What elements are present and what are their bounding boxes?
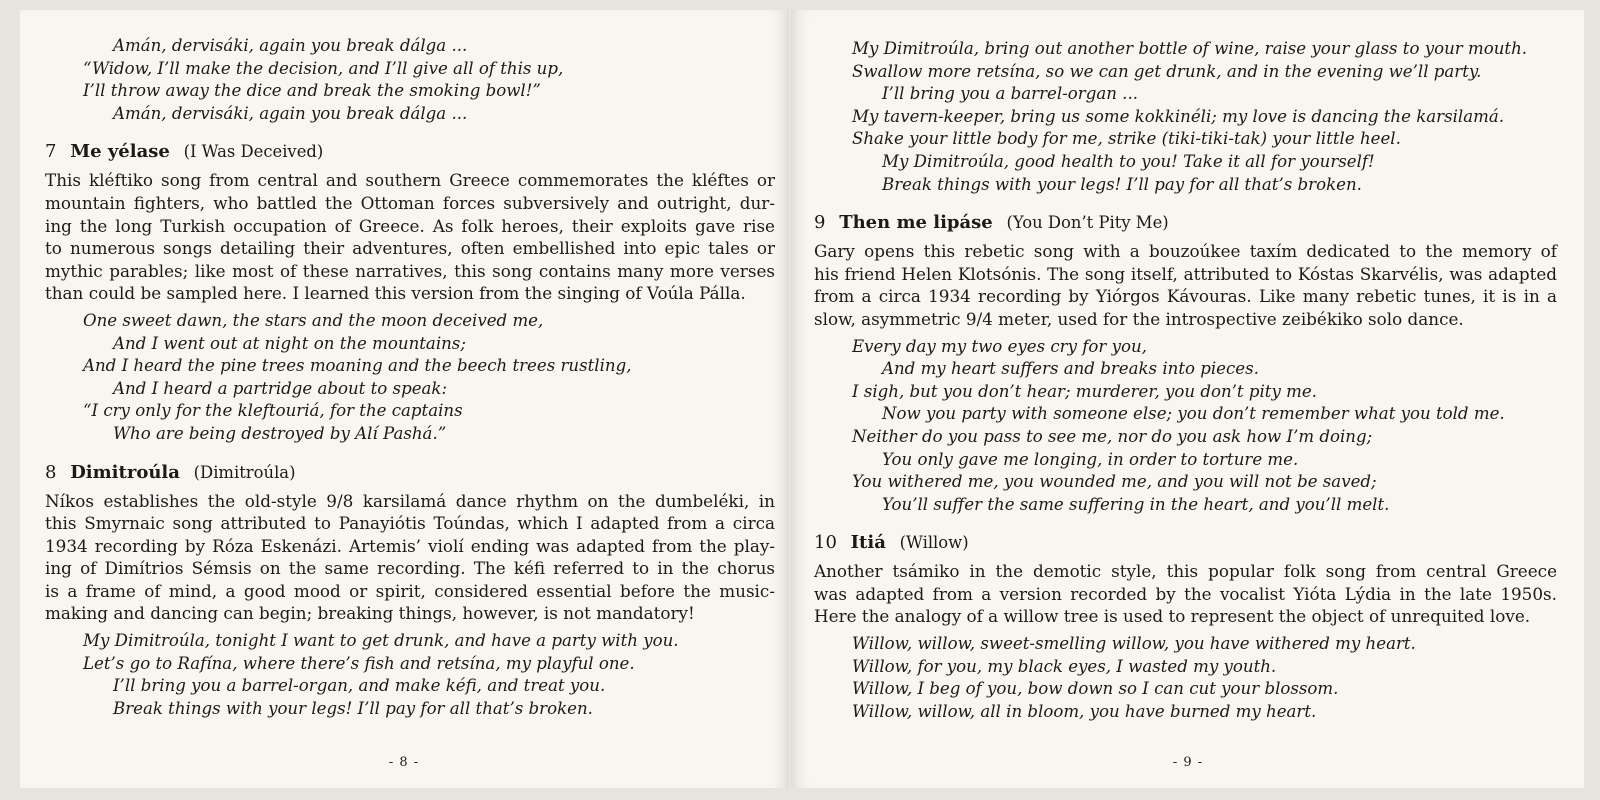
paragraph-line: than could be sampled here. I learned this version from the singing of Voúla Pálla.: [45, 283, 746, 304]
song-heading: [45, 462, 775, 484]
verse-line: My Dimitroúla, bring out another bottle of wine, raise your glass to your mouth.: [852, 39, 1528, 58]
verse-line: One sweet dawn, the stars and the moon deceived me,: [83, 310, 544, 330]
song-description: [814, 560, 1557, 628]
paragraph-line: ing of Dimítrios Sémsis on the same recording. The kéfi referred to in the chorus: [45, 558, 775, 579]
verse-line: And I heard the pine trees moaning and the beech trees rustling,: [83, 356, 632, 376]
song-title: Dimitroúla: [70, 461, 180, 483]
paragraph-line: mountain fighters, who battled the Ottoman forces subversively and outright, dur-: [45, 192, 775, 213]
verse-line: Break things with your legs! I’ll pay for all that’s broken.: [882, 174, 1362, 194]
verse-line: “I cry only for the kleftouriá, for the captains: [83, 401, 463, 421]
paragraph-line: Níkos establishes the old-style 9/8 karsilamá dance rhythm on the dumbeléki, in: [45, 490, 775, 511]
paragraph-line: ing the long Turkish occupation of Greece. As folk heroes, their exploits gave rise: [45, 215, 775, 236]
verse-line: I’ll bring you a barrel-organ, and make kéfi, and treat you.: [113, 676, 606, 696]
verse-line: My tavern-keeper, bring us some kokkinéli; my love is dancing the karsilamá.: [852, 106, 1505, 126]
verse-line: Every day my two eyes cry for you,: [852, 336, 1147, 356]
song-subtitle: (You Don’t Pity Me): [1006, 213, 1169, 233]
song-title: Itiá: [850, 532, 886, 554]
song-heading: [814, 212, 1557, 234]
verse-line: Willow, for you, my black eyes, I wasted my youth.: [852, 656, 1277, 676]
paragraph-line: Here the analogy of a willow tree is used to represent the object of unrequited love.: [814, 606, 1531, 627]
right-page-content: [814, 38, 1557, 723]
paragraph-line: making and dancing can begin; breaking things, however, is not mandatory!: [45, 603, 695, 624]
song-subtitle: (I Was Deceived): [183, 142, 324, 162]
paragraph-line: This kléftiko song from central and southern Greece commemorates the kléftes or: [45, 170, 775, 191]
paragraph-line: 1934 recording by Róza Eskenázi. Artemis’ violí ending was adapted from the play-: [45, 535, 775, 556]
song-number: 10: [814, 532, 837, 554]
page-number: - 8 -: [388, 755, 420, 770]
paragraph-line: is a frame of mind, a good mood or spirit, considered essential before the music-: [45, 580, 775, 601]
song-verse: [814, 336, 1557, 517]
paragraph-line: was adapted from a version recorded by the vocalist Yióta Lýdia in the late 1950s.: [814, 583, 1557, 604]
verse-line: I’ll bring you a barrel-organ ...: [882, 84, 1138, 104]
verse-line: I sigh, but you don’t hear; murderer, you don’t pity me.: [852, 381, 1317, 401]
verse-line: Amán, dervisáki, again you break dálga ...: [113, 36, 468, 55]
song-verse: [814, 633, 1557, 723]
verse-line: I’ll throw away the dice and break the smoking bowl!”: [83, 81, 541, 101]
paragraph-line: this Smyrnaic song attributed to Panayiótis Toúndas, which I adapted from a circa: [45, 513, 775, 534]
song-heading: [814, 532, 1557, 554]
intro-verse: [814, 38, 1557, 196]
intro-verse: [45, 35, 775, 125]
song-number: 8: [45, 461, 57, 483]
paragraph-line: from a circa 1934 recording by Yiórgos Kávouras. Like many rebetic tunes, it is in a: [814, 286, 1557, 307]
verse-line: And I went out at night on the mountains;: [113, 333, 466, 353]
left-page-content: [45, 35, 775, 720]
verse-line: Let’s go to Rafína, where there’s fish and retsína, my playful one.: [83, 653, 635, 673]
song-verse: [45, 630, 775, 720]
verse-line: You only gave me longing, in order to torture me.: [882, 449, 1299, 469]
verse-line: And my heart suffers and breaks into pieces.: [882, 359, 1259, 379]
song-description: [45, 490, 775, 626]
verse-line: “Widow, I’ll make the decision, and I’ll give all of this up,: [83, 58, 564, 78]
verse-line: Amán, dervisáki, again you break dálga ...: [113, 103, 468, 123]
verse-line: Neither do you pass to see me, nor do you ask how I’m doing;: [852, 426, 1373, 446]
paragraph-line: slow, asymmetric 9/4 meter, used for the introspective zeibékiko solo dance.: [814, 308, 1464, 329]
song-number: 7: [45, 141, 57, 163]
song-verse: [45, 310, 775, 446]
song-heading: [45, 141, 775, 163]
verse-line: Who are being destroyed by Alí Pashá.”: [113, 423, 447, 443]
verse-line: My Dimitroúla, tonight I want to get drunk, and have a party with you.: [83, 631, 679, 651]
paragraph-line: Gary opens this rebetic song with a bouzoúkee taxím dedicated to the memory of: [814, 241, 1557, 262]
verse-line: Swallow more retsína, so we can get drunk, and in the evening we’ll party.: [852, 61, 1482, 81]
verse-line: Shake your little body for me, strike (tiki-tiki-tak) your little heel.: [852, 129, 1401, 149]
paragraph-line: to numerous songs detailing their adventures, often embellished into epic tales or: [45, 238, 775, 259]
verse-line: And I heard a partridge about to speak:: [113, 378, 448, 398]
verse-line: Break things with your legs! I’ll pay for all that’s broken.: [113, 698, 593, 718]
song-description: [814, 240, 1557, 330]
song-subtitle: (Dimitroúla): [193, 462, 296, 482]
song-title: Then me lipáse: [839, 212, 993, 234]
verse-line: Willow, I beg of you, bow down so I can cut your blossom.: [852, 679, 1339, 699]
paragraph-line: his friend Helen Klotsónis. The song itself, attributed to Kóstas Skarvélis, was adapted: [814, 263, 1557, 284]
verse-line: Now you party with someone else; you don’t remember what you told me.: [882, 404, 1505, 424]
song-number: 9: [814, 212, 826, 234]
song-description: [45, 169, 775, 305]
paragraph-line: mythic parables; like most of these narratives, this song contains many more verses: [45, 260, 775, 281]
verse-line: Willow, willow, sweet-smelling willow, you have withered my heart.: [852, 634, 1416, 654]
verse-line: You’ll suffer the same suffering in the heart, and you’ll melt.: [882, 494, 1390, 514]
verse-line: You withered me, you wounded me, and you will not be saved;: [852, 472, 1377, 492]
song-title: Me yélase: [70, 141, 170, 163]
right-page: [792, 10, 1584, 788]
verse-line: My Dimitroúla, good health to you! Take it all for yourself!: [882, 151, 1375, 171]
page-number: - 9 -: [1172, 755, 1204, 770]
verse-line: Willow, willow, all in bloom, you have burned my heart.: [852, 701, 1317, 721]
song-subtitle: (Willow): [899, 533, 969, 553]
left-page: [20, 10, 788, 788]
paragraph-line: Another tsámiko in the demotic style, this popular folk song from central Greece: [814, 561, 1557, 582]
